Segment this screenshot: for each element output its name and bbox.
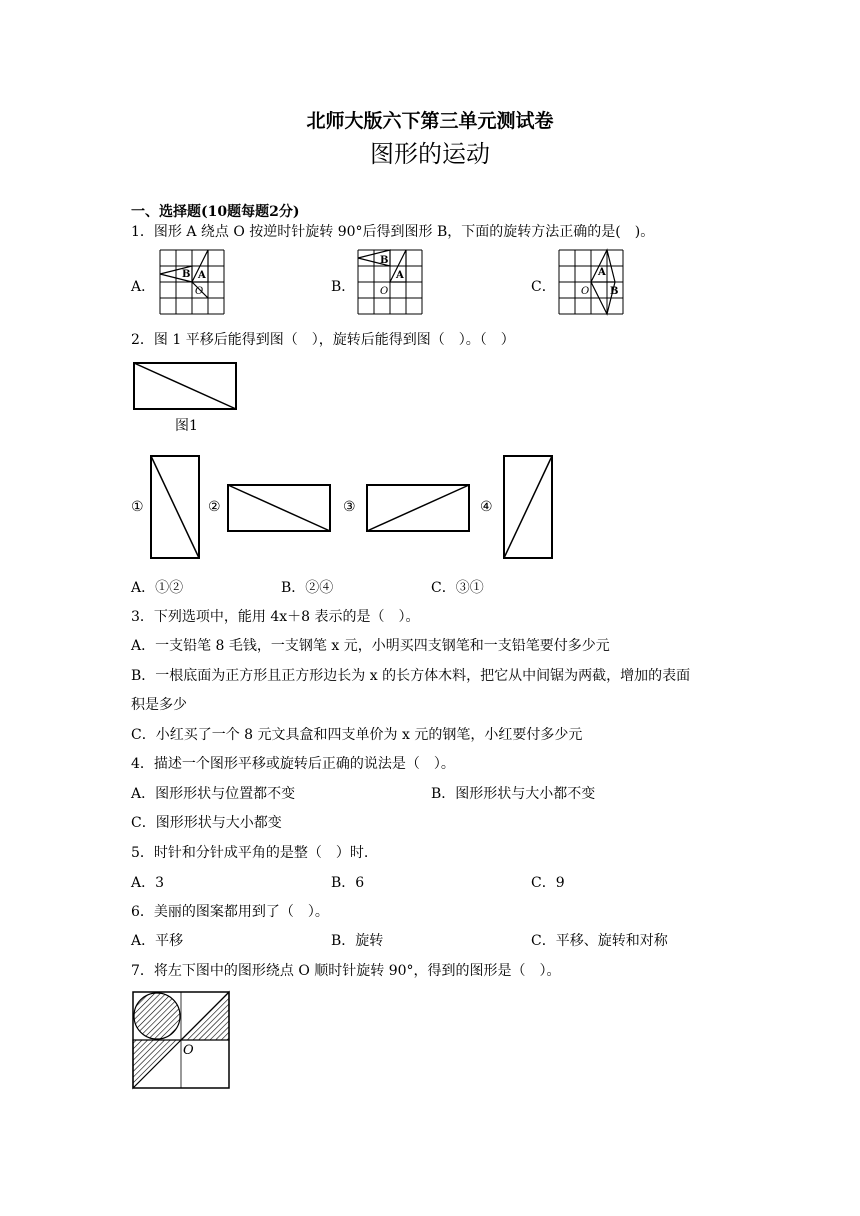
q1-grid-a (160, 250, 224, 314)
q2-mark-3: ③ (343, 499, 356, 515)
q2-figure-1 (133, 362, 237, 410)
q5-option-a: A．3 (131, 875, 165, 891)
q1-option-b-label: B． (331, 279, 356, 295)
q1-option-c-label: C． (531, 279, 556, 295)
q1-option-a-label: A． (131, 279, 156, 295)
q2-mark-1: ① (131, 499, 144, 515)
q5-option-b: B．6 (331, 875, 365, 891)
q4-option-a: A．图形形状与位置都不变 (131, 786, 296, 802)
q2-figure-option-1 (150, 455, 200, 559)
q2-figure-option-3 (366, 484, 470, 532)
q2-figure-option-2 (227, 484, 331, 532)
q6-option-a: A．平移 (131, 933, 184, 949)
page-title: 北师大版六下第三单元测试卷 (306, 110, 554, 132)
label-o: O (380, 286, 389, 297)
question-1-stem: 1．图形 A 绕点 O 按逆时针旋转 90°后得到图形 B，下面的旋转方法正确的是( )。 (131, 224, 655, 240)
question-3-stem: 3．下列选项中，能用 4x＋8 表示的是（ ）。 (131, 609, 420, 625)
q3-option-b-line1: B．一根底面为正方形且正方形边长为 x 的长方体木料，把它从中间锯为两截，增加的表面 (131, 668, 691, 684)
q1-grid-c (559, 250, 623, 314)
q2-mark-4: ④ (480, 499, 493, 515)
question-6-stem: 6．美丽的图案都用到了（ ）。 (131, 904, 329, 920)
question-2-stem: 2．图 1 平移后能得到图（ ），旋转后能得到图（ ）。（ ） (131, 332, 515, 348)
q3-option-c: C．小红买了一个 8 元文具盒和四支单价为 x 元的钢笔，小红要付多少元 (131, 727, 583, 743)
label-o: O (581, 286, 590, 297)
question-5-stem: 5．时针和分针成平角的是整（ ）时. (131, 845, 369, 861)
label-b: B (380, 255, 389, 266)
label-a: A (198, 270, 206, 281)
label-b: B (610, 286, 619, 297)
q4-option-c: C．图形形状与大小都变 (131, 815, 282, 831)
q5-option-c: C．9 (531, 875, 565, 891)
q4-option-b: B．图形形状与大小都不变 (431, 786, 596, 802)
label-b: B (182, 269, 191, 280)
q3-option-a: A．一支铅笔 8 毛钱，一支钢笔 x 元，小明买四支钢笔和一支铅笔要付多少元 (131, 638, 610, 654)
q6-option-b: B．旋转 (331, 933, 384, 949)
q2-figure-caption: 图1 (175, 418, 198, 434)
label-a: A (598, 267, 606, 278)
q2-option-a: A．①② (131, 580, 184, 596)
q2-option-b: B．②④ (281, 580, 334, 596)
question-4-stem: 4．描述一个图形平移或旋转后正确的说法是（ ）。 (131, 756, 455, 772)
q1-grid-b (358, 250, 422, 314)
page-subtitle: 图形的运动 (370, 140, 490, 168)
label-o: O (195, 286, 204, 297)
label-o: O (183, 1043, 194, 1058)
label-a: A (396, 270, 404, 281)
question-7-stem: 7．将左下图中的图形绕点 O 顺时针旋转 90°，得到的图形是（ ）。 (131, 963, 561, 979)
section-heading: 一、选择题(10题每题2分) (131, 204, 300, 220)
q2-mark-2: ② (208, 499, 221, 515)
q6-option-c: C．平移、旋转和对称 (531, 933, 668, 949)
q3-option-b-line2: 积是多少 (131, 697, 187, 713)
q2-figure-option-4 (503, 455, 553, 559)
q2-option-c: C．③① (431, 580, 484, 596)
q7-figure (133, 992, 229, 1088)
